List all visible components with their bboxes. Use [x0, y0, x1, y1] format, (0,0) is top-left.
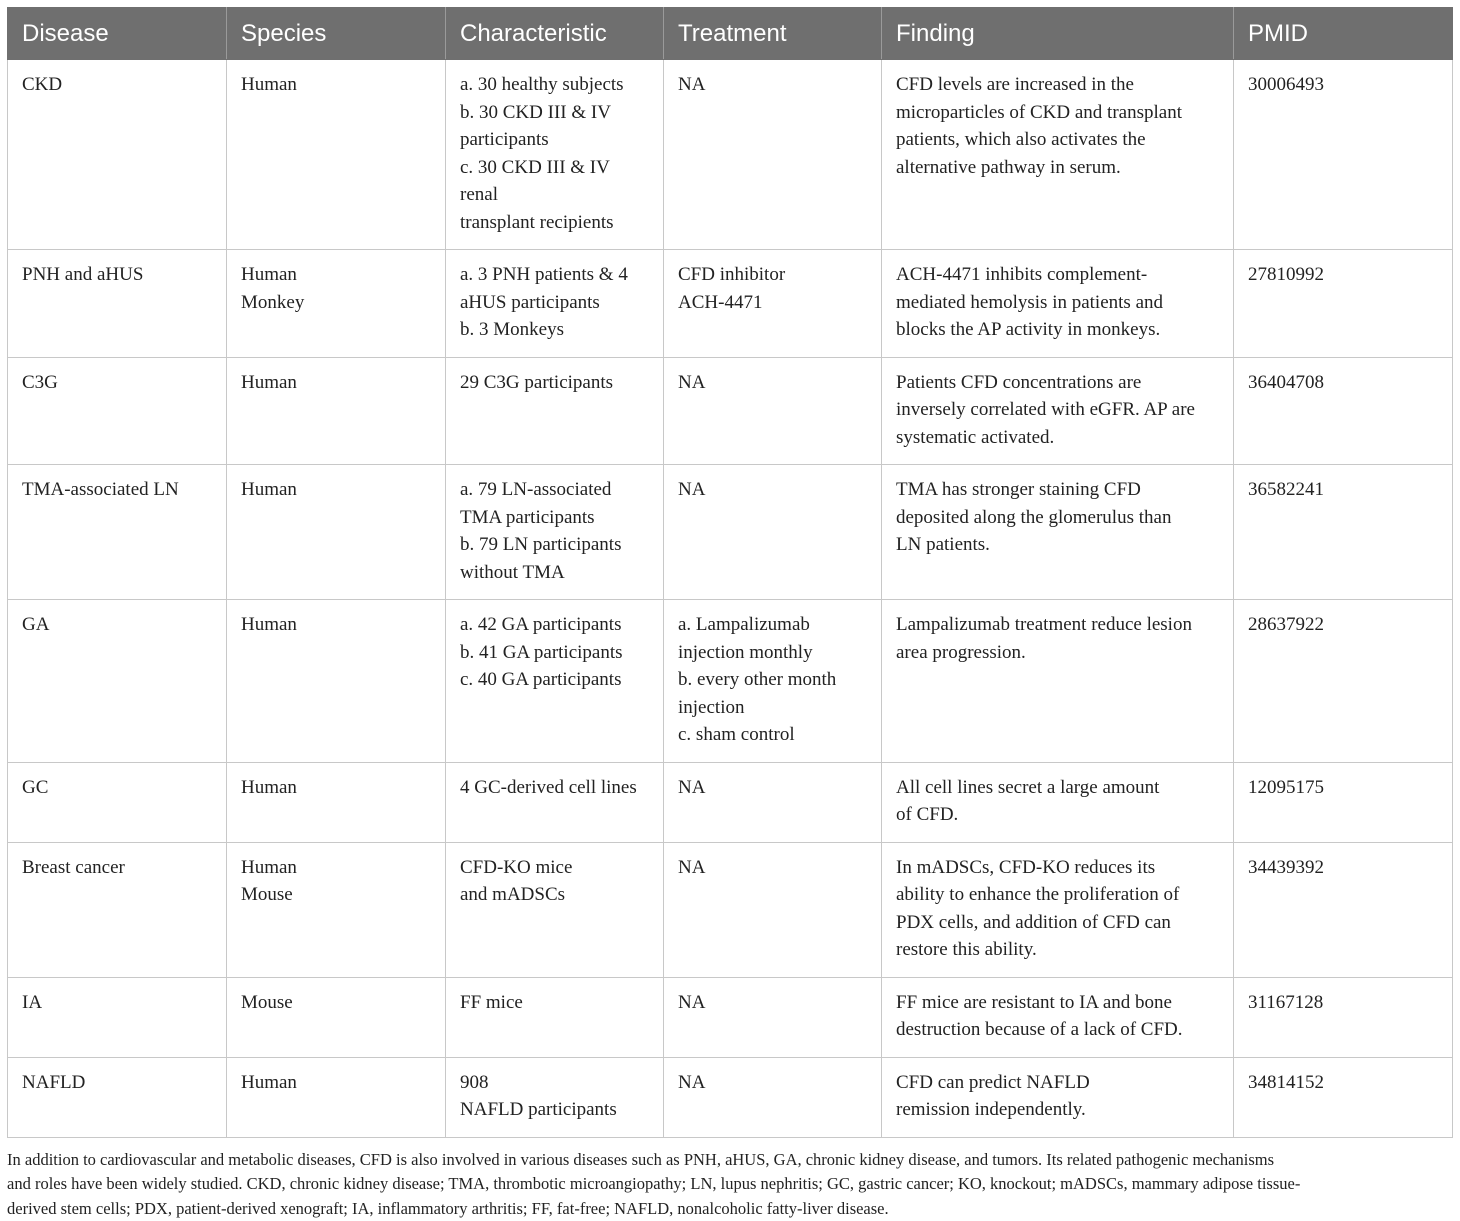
species-line: Monkey	[241, 289, 431, 317]
disease-cell: GC	[8, 762, 227, 842]
treatment-line: NA	[678, 369, 867, 397]
species-cell	[227, 977, 446, 1057]
characteristic-cell	[446, 842, 664, 977]
treatment-line: a. Lampalizumab	[678, 611, 867, 639]
characteristic-cell	[446, 977, 664, 1057]
finding-line: systematic activated.	[896, 424, 1219, 452]
table-row	[8, 357, 1453, 465]
treatment-line: b. every other month	[678, 666, 867, 694]
finding-line: FF mice are resistant to IA and bone	[896, 989, 1219, 1017]
disease-cell: PNH and aHUS	[8, 250, 227, 358]
characteristic-line: 908	[460, 1069, 649, 1097]
treatment-line: NA	[678, 476, 867, 504]
finding-line: ACH-4471 inhibits complement-	[896, 261, 1219, 289]
table-body	[8, 60, 1453, 1138]
characteristic-line: a. 3 PNH patients & 4	[460, 261, 649, 289]
species-cell	[227, 357, 446, 465]
disease-cell: Breast cancer	[8, 842, 227, 977]
treatment-line: CFD inhibitor	[678, 261, 867, 289]
table-row	[8, 250, 1453, 358]
finding-line: inversely correlated with eGFR. AP are	[896, 396, 1219, 424]
finding-line: Lampalizumab treatment reduce lesion	[896, 611, 1219, 639]
finding-line: TMA has stronger staining CFD	[896, 476, 1219, 504]
species-line: Mouse	[241, 989, 431, 1017]
treatment-line: injection	[678, 694, 867, 722]
finding-line: In mADSCs, CFD-KO reduces its	[896, 854, 1219, 882]
characteristic-cell	[446, 1057, 664, 1137]
finding-line: deposited along the glomerulus than	[896, 504, 1219, 532]
finding-line: alternative pathway in serum.	[896, 154, 1219, 182]
table-row	[8, 762, 1453, 842]
pmid-cell: 36582241	[1234, 465, 1453, 600]
treatment-cell	[664, 250, 882, 358]
species-line: Mouse	[241, 881, 431, 909]
disease-cell: IA	[8, 977, 227, 1057]
disease-cell: TMA-associated LN	[8, 465, 227, 600]
species-line: Human	[241, 261, 431, 289]
data-table	[7, 7, 1453, 1138]
disease-cell: C3G	[8, 357, 227, 465]
characteristic-cell	[446, 357, 664, 465]
finding-line: remission independently.	[896, 1096, 1219, 1124]
finding-line: CFD levels are increased in the	[896, 71, 1219, 99]
finding-cell	[882, 600, 1234, 763]
treatment-line: ACH-4471	[678, 289, 867, 317]
characteristic-line: NAFLD participants	[460, 1096, 649, 1124]
pmid-cell: 34814152	[1234, 1057, 1453, 1137]
finding-cell	[882, 842, 1234, 977]
finding-cell	[882, 250, 1234, 358]
pmid-cell: 27810992	[1234, 250, 1453, 358]
pmid-cell: 36404708	[1234, 357, 1453, 465]
finding-line: ability to enhance the proliferation of	[896, 881, 1219, 909]
characteristic-line: TMA participants	[460, 504, 649, 532]
characteristic-line: a. 30 healthy subjects	[460, 71, 649, 99]
treatment-line: NA	[678, 854, 867, 882]
caption-line: In addition to cardiovascular and metabolic diseases, CFD is also involved in various diseases such as PNH, aHUS, GA, chronic kidney disease, and tumors. Its related pathogenic mechanisms	[7, 1148, 1452, 1173]
characteristic-line: b. 30 CKD III & IV	[460, 99, 649, 127]
header-characteristic: Characteristic	[446, 8, 664, 60]
treatment-cell	[664, 600, 882, 763]
finding-cell	[882, 357, 1234, 465]
finding-line: PDX cells, and addition of CFD can	[896, 909, 1219, 937]
characteristic-cell	[446, 250, 664, 358]
treatment-line: injection monthly	[678, 639, 867, 667]
finding-line: blocks the AP activity in monkeys.	[896, 316, 1219, 344]
finding-line: mediated hemolysis in patients and	[896, 289, 1219, 317]
species-line: Human	[241, 476, 431, 504]
pmid-cell: 30006493	[1234, 60, 1453, 250]
treatment-line: NA	[678, 1069, 867, 1097]
characteristic-line: 29 C3G participants	[460, 369, 649, 397]
characteristic-line: renal	[460, 181, 649, 209]
characteristic-cell	[446, 600, 664, 763]
characteristic-line: aHUS participants	[460, 289, 649, 317]
finding-cell	[882, 977, 1234, 1057]
characteristic-line: a. 42 GA participants	[460, 611, 649, 639]
table-header-row	[8, 8, 1453, 60]
table-row	[8, 842, 1453, 977]
pmid-cell: 34439392	[1234, 842, 1453, 977]
table-row	[8, 1057, 1453, 1137]
header-treatment: Treatment	[664, 8, 882, 60]
treatment-line: NA	[678, 71, 867, 99]
header-pmid: PMID	[1234, 8, 1453, 60]
treatment-cell	[664, 357, 882, 465]
species-line: Human	[241, 854, 431, 882]
treatment-cell	[664, 1057, 882, 1137]
species-cell	[227, 1057, 446, 1137]
finding-line: CFD can predict NAFLD	[896, 1069, 1219, 1097]
characteristic-line: without TMA	[460, 559, 649, 587]
treatment-cell	[664, 465, 882, 600]
disease-cell: NAFLD	[8, 1057, 227, 1137]
finding-line: microparticles of CKD and transplant	[896, 99, 1219, 127]
header-disease: Disease	[8, 8, 227, 60]
finding-cell	[882, 762, 1234, 842]
characteristic-line: b. 79 LN participants	[460, 531, 649, 559]
species-line: Human	[241, 774, 431, 802]
finding-cell	[882, 60, 1234, 250]
species-line: Human	[241, 369, 431, 397]
species-cell	[227, 250, 446, 358]
pmid-cell: 12095175	[1234, 762, 1453, 842]
caption-line: and roles have been widely studied. CKD, chronic kidney disease; TMA, thrombotic microangiopathy; LN, lupus nephritis; GC, gastric cancer; KO, knockout; mADSCs, mammary adipose tissue-	[7, 1172, 1452, 1197]
finding-line: LN patients.	[896, 531, 1219, 559]
finding-line: destruction because of a lack of CFD.	[896, 1016, 1219, 1044]
characteristic-line: transplant recipients	[460, 209, 649, 237]
header-finding: Finding	[882, 8, 1234, 60]
finding-line: area progression.	[896, 639, 1219, 667]
characteristic-line: 4 GC-derived cell lines	[460, 774, 649, 802]
table-row	[8, 977, 1453, 1057]
characteristic-line: FF mice	[460, 989, 649, 1017]
treatment-line: NA	[678, 774, 867, 802]
table-caption	[7, 1148, 1452, 1221]
treatment-cell	[664, 842, 882, 977]
pmid-cell: 28637922	[1234, 600, 1453, 763]
caption-line: derived stem cells; PDX, patient-derived xenograft; IA, inflammatory arthritis; FF, fat-free; NAFLD, nonalcoholic fatty-liver disease.	[7, 1197, 1452, 1221]
table-row	[8, 600, 1453, 763]
species-cell	[227, 60, 446, 250]
pmid-cell: 31167128	[1234, 977, 1453, 1057]
species-line: Human	[241, 1069, 431, 1097]
characteristic-line: CFD-KO mice	[460, 854, 649, 882]
species-cell	[227, 842, 446, 977]
characteristic-line: a. 79 LN-associated	[460, 476, 649, 504]
species-cell	[227, 762, 446, 842]
species-cell	[227, 600, 446, 763]
treatment-line: NA	[678, 989, 867, 1017]
characteristic-line: b. 41 GA participants	[460, 639, 649, 667]
treatment-line: c. sham control	[678, 721, 867, 749]
finding-line: All cell lines secret a large amount	[896, 774, 1219, 802]
header-species: Species	[227, 8, 446, 60]
document	[7, 7, 1452, 1221]
characteristic-cell	[446, 465, 664, 600]
table-row	[8, 60, 1453, 250]
treatment-cell	[664, 762, 882, 842]
species-cell	[227, 465, 446, 600]
characteristic-line: b. 3 Monkeys	[460, 316, 649, 344]
species-line: Human	[241, 611, 431, 639]
disease-cell: CKD	[8, 60, 227, 250]
finding-line: restore this ability.	[896, 936, 1219, 964]
finding-line: of CFD.	[896, 801, 1219, 829]
finding-line: Patients CFD concentrations are	[896, 369, 1219, 397]
finding-cell	[882, 1057, 1234, 1137]
characteristic-line: c. 30 CKD III & IV	[460, 154, 649, 182]
finding-line: patients, which also activates the	[896, 126, 1219, 154]
characteristic-cell	[446, 60, 664, 250]
characteristic-line: c. 40 GA participants	[460, 666, 649, 694]
characteristic-line: participants	[460, 126, 649, 154]
treatment-cell	[664, 60, 882, 250]
table-row	[8, 465, 1453, 600]
characteristic-line: and mADSCs	[460, 881, 649, 909]
disease-cell: GA	[8, 600, 227, 763]
species-line: Human	[241, 71, 431, 99]
treatment-cell	[664, 977, 882, 1057]
finding-cell	[882, 465, 1234, 600]
characteristic-cell	[446, 762, 664, 842]
